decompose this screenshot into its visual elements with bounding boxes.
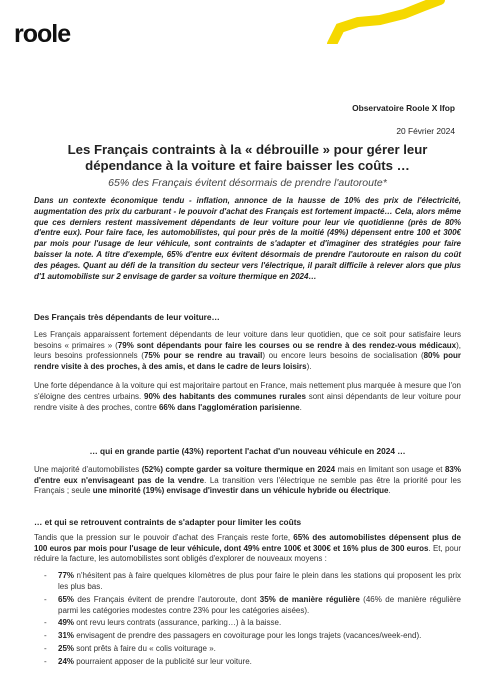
list-item: - 77% n'hésitent pas à faire quelques kilomètres de plus pour faire le plein dans les stations qui proposent les prix les plus bas. <box>58 571 461 593</box>
section-heading: … et qui se retrouvent contraints de s'adapter pour limiter les coûts <box>34 517 302 527</box>
page-title: Les Français contraints à la « débrouille » pour gérer leur dépendance à la voiture et faire baisser les coûts … <box>67 142 428 173</box>
list-item: - 65% des Français évitent de prendre l'autoroute, dont 35% de manière régulière (46% de manière régulière parmi les catégories modestes contre 23% pour les catégories aisées). <box>58 595 461 617</box>
list-item: - 25% sont prêts à faire du « colis voiturage ». <box>58 644 461 655</box>
section-heading: … qui en grande partie (43%) reportent l'achat d'un nouveau véhicule en 2024 … <box>89 446 406 456</box>
paragraph: Les Français apparaissent fortement dépendants de leur voiture dans leur quotidien, que ce soit pour satisfaire leurs besoins « primaires » (79% sont dépendants pour faire les courses ou se rendre à des rendez-vous médicaux), leurs besoins professionnels (75% pour se rendre au travail) ou encore leurs besoins de socialisation (80% pour rendre visite à des proches, à des amis, et dans le cadre de leurs loisirs). <box>34 329 462 372</box>
paragraph: Tandis que la pression sur le pouvoir d'achat des Français reste forte, 65% des automobilistes dépensent plus de 100 euros par mois pour l'usage de leur véhicule, dont 49% entre 100€ et 300€ et 16% plus de 300 euros. Et, pour réduire la facture, les automobilistes sont obligés d'explorer de nouveaux moyens : <box>34 532 461 564</box>
accent-stripe <box>320 0 450 44</box>
intro-paragraph: Dans un contexte économique tendu - inflation, annonce de la hausse de 10% des prix de l'électricité, augmentation des prix du carburant - le pouvoir d'achat des Français est fortement impacté… Cela, alors même que ces derniers restent massivement dépendants de leur voiture pour leur vie quotidienne (près de 80% d'entre eux). Pour faire face, les automobilistes, qui pour près de la moitié (49%) dépensent entre 100 et 300€ par mois pour l'usage de leur véhicule, sont contraints de s'adapter et d'imaginer des stratégies pour faire baisser la note. A titre d'exemple, 65% d'entre eux évitent désormais de prendre l'autoroute en raison du coût des péages. Quant au défi de la transition du secteur vers l'électrique, il paraît difficile à relever alors que plus d'1 automobiliste sur 2 envisage de garder sa voiture thermique en 2024… <box>34 196 461 281</box>
list-item: - 24% pourraient apposer de la publicité sur leur voiture. <box>58 657 461 668</box>
section-dependance <box>34 312 461 413</box>
organization-label: Observatoire Roole X Ifop <box>352 103 455 113</box>
page-subtitle: 65% des Français évitent désormais de prendre l'autoroute* <box>108 177 387 189</box>
section-couts <box>34 517 461 670</box>
list-item: - 31% envisagent de prendre des passagers en covoiturage pour les longs trajets (vacances/week-end). <box>58 631 461 642</box>
roole-logo <box>14 21 84 47</box>
section-heading: Des Français très dépendants de leur voiture… <box>34 312 220 322</box>
logo-text: roole <box>14 21 71 47</box>
paragraph: Une forte dépendance à la voiture qui est majoritaire partout en France, mais nettement plus marquée à mesure que l'on s'éloigne des centres urbains. 90% des habitants des communes rurales sont ainsi dépendants de leur voiture pour rendre visite à des proches, contre 66% dans l'agglomération parisienne. <box>34 380 461 412</box>
paragraph: Une majorité d'automobilistes (52%) compte garder sa voiture thermique en 2024 mais en limitant son usage et 83% d'entre eux n'envisageant pas de la vendre. La transition vers l'électrique ne semble pas être la priorité pour les Français ; seule une minorité (19%) envisage d'investir dans un véhicule hybride ou électrique. <box>34 464 461 496</box>
list-item: - 49% ont revu leurs contrats (assurance, parking…) à la baisse. <box>58 618 461 629</box>
measures-list <box>34 571 461 667</box>
date-label: 20 Février 2024 <box>396 126 455 136</box>
section-achat-vehicule <box>34 446 461 497</box>
